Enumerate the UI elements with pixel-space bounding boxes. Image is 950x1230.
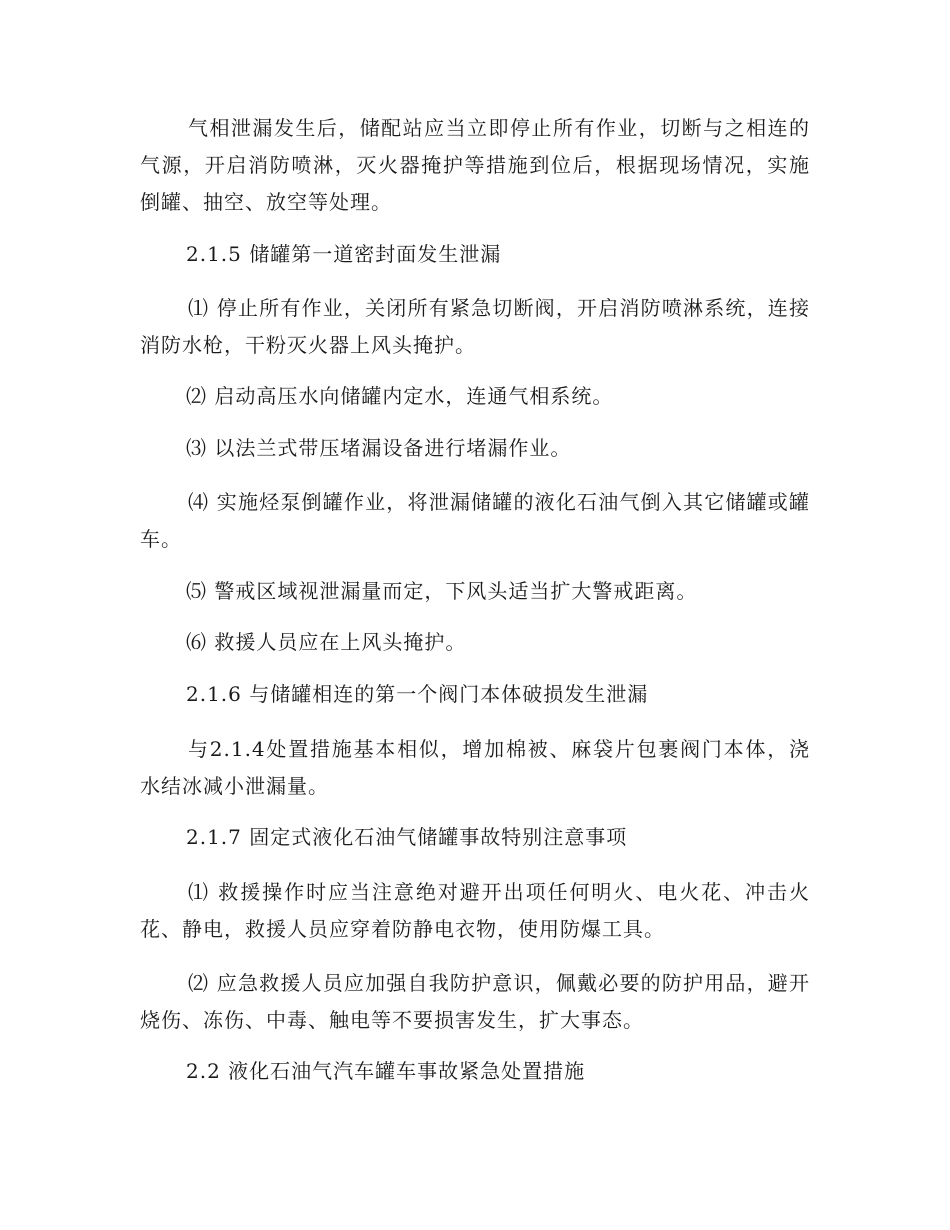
list-item-4-pump-transfer: ⑷ 实施烃泵倒罐作业，将泄漏储罐的液化石油气倒入其它储罐或罐车。 bbox=[140, 490, 810, 551]
list-item-6-rescue-cover: ⑹ 救援人员应在上风头掩护。 bbox=[186, 630, 467, 654]
list-item-2-high-pressure-water: ⑵ 启动高压水向储罐内定水，连通气相系统。 bbox=[186, 384, 614, 408]
list-item-3-flange-sealing: ⑶ 以法兰式带压堵漏设备进行堵漏作业。 bbox=[186, 436, 572, 460]
paragraph-valve-leak: 与2.1.4处置措施基本相似，增加棉被、麻袋片包裹阀门本体，浇水结冰减小泄漏量。 bbox=[140, 737, 810, 798]
list-item-1-stop-operations: ⑴ 停止所有作业，关闭所有紧急切断阀，开启消防喷淋系统，连接消防水枪，干粉灭火器上风头掩护。 bbox=[140, 296, 810, 357]
list-item-5-warning-zone: ⑸ 警戒区域视泄漏量而定，下风头适当扩大警戒距离。 bbox=[186, 579, 698, 603]
section-heading-2-1-5: 2.1.5 储罐第一道密封面发生泄漏 bbox=[186, 242, 502, 266]
paragraph-gas-leak: 气相泄漏发生后，储配站应当立即停止所有作业，切断与之相连的气源，开启消防喷淋，灭火器掩护等措施到位后，根据现场情况，实施倒罐、抽空、放空等处理。 bbox=[140, 116, 810, 214]
section-heading-2-1-6: 2.1.6 与储罐相连的第一个阀门本体破损发生泄漏 bbox=[186, 682, 649, 706]
section-heading-2-2: 2.2 液化石油气汽车罐车事故紧急处置措施 bbox=[186, 1059, 586, 1083]
list-item-1-avoid-ignition: ⑴ 救援操作时应当注意绝对避开出项任何明火、电火花、冲击火花、静电，救援人员应穿着防静电衣物，使用防爆工具。 bbox=[140, 880, 810, 941]
list-item-2-self-protection: ⑵ 应急救援人员应加强自我防护意识，佩戴必要的防护用品，避开烧伤、冻伤、中毒、触电等不要损害发生，扩大事态。 bbox=[140, 971, 810, 1032]
section-heading-2-1-7: 2.1.7 固定式液化石油气储罐事故特别注意事项 bbox=[186, 825, 628, 849]
